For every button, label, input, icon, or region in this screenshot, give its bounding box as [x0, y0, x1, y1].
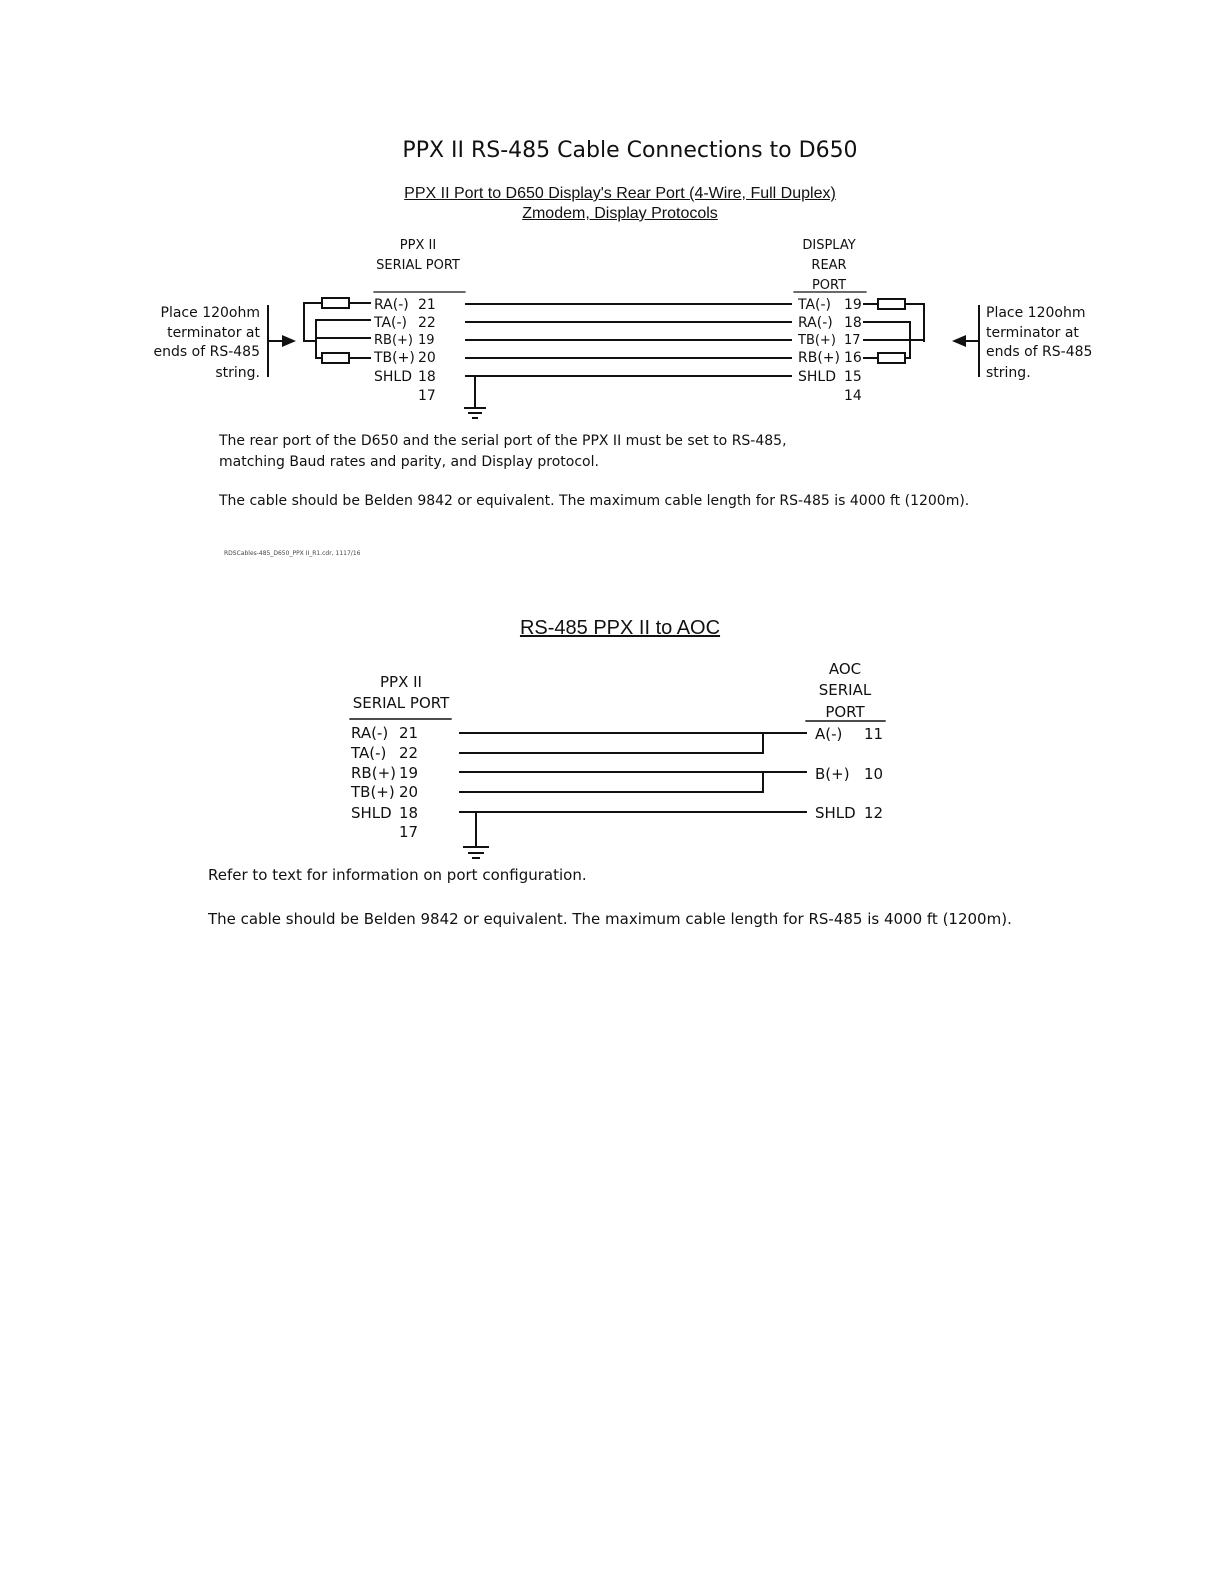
d2-left-header-1: PPX II	[380, 673, 422, 691]
arrow-left-icon	[952, 335, 966, 347]
d1-right-header-2: REAR	[811, 258, 847, 273]
d2-left-pin-number: 19	[399, 764, 419, 782]
d1-left-note-line: Place 120ohm	[160, 305, 260, 321]
d2-left-pin-number: 17	[399, 823, 419, 841]
d2-cable-note: The cable should be Belden 9842 or equivalent. The maximum cable length for RS-485 is 4000 ft (1200m).	[208, 910, 1012, 928]
diagram2-subtitle: RS-485 PPX II to AOC	[519, 617, 721, 639]
d1-right-pin-label: TB(+)	[798, 333, 836, 348]
d1-left-pin-number: 22	[418, 315, 436, 331]
page-title: PPX II RS-485 Cable Connections to D650	[402, 138, 858, 163]
d1-right-note-line: terminator at	[986, 325, 1079, 341]
d1-note-line1: The rear port of the D650 and the serial port of the PPX II must be set to RS-485,	[219, 433, 787, 449]
d1-right-pin-label: SHLD	[798, 369, 836, 385]
d1-right-note-line: Place 120ohm	[986, 305, 1086, 321]
d1-right-pin-number: 14	[844, 388, 862, 404]
d2-right-pin-number: 12	[864, 804, 884, 822]
d1-left-pin-number: 21	[418, 297, 436, 313]
d1-left-note-line: ends of RS-485	[153, 344, 260, 360]
d2-left-pin-number: 22	[399, 744, 419, 762]
d2-left-pin-label: RA(-)	[351, 724, 389, 742]
d1-right-note-line: string.	[986, 365, 1031, 381]
d2-left-pin-number: 21	[399, 724, 419, 742]
d1-right-note-line: ends of RS-485	[986, 344, 1093, 360]
d1-left-pin-number: 20	[418, 350, 436, 366]
d2-right-pin-label: B(+)	[815, 765, 850, 783]
d1-right-header-3: PORT	[811, 278, 847, 293]
d1-left-header-2: SERIAL PORT	[376, 258, 460, 273]
arrow-right-icon	[282, 335, 296, 347]
d2-right-header-3: PORT	[825, 703, 865, 721]
resistor-icon	[878, 353, 905, 363]
d2-right-header-1: AOC	[828, 660, 862, 678]
resistor-icon	[878, 299, 905, 309]
d1-left-note-line: terminator at	[167, 325, 260, 341]
d2-left-pin-label: TA(-)	[351, 744, 387, 762]
d2-right-header-2: SERIAL	[818, 681, 872, 699]
d1-left-header-1: PPX II	[399, 238, 437, 253]
d1-note-line2: matching Baud rates and parity, and Display protocol.	[219, 454, 599, 470]
d2-left-pin-number: 18	[399, 804, 419, 822]
d2-right-pin-label: SHLD	[815, 804, 856, 822]
d2-refer-note: Refer to text for information on port configuration.	[208, 866, 587, 884]
d1-right-pin-label: RB(+)	[798, 350, 840, 366]
diagram1-subtitle-line2: Zmodem, Display Protocols	[522, 205, 718, 222]
d1-left-pin-label: RB(+)	[374, 333, 413, 348]
d1-left-pin-label: SHLD	[374, 369, 412, 385]
d1-left-pin-label: TA(-)	[374, 315, 408, 331]
d2-left-header-2: SERIAL PORT	[352, 694, 450, 712]
d1-right-pin-number: 16	[844, 350, 862, 366]
resistor-icon	[322, 298, 349, 308]
d2-left-pin-label: SHLD	[351, 804, 392, 822]
d1-left-pin-label: TB(+)	[374, 350, 415, 366]
d1-right-pin-number: 18	[844, 315, 862, 331]
d1-left-pin-number: 17	[418, 388, 436, 404]
diagram1-subtitle-line1: PPX II Port to D650 Display's Rear Port (4-Wire, Full Duplex)	[404, 185, 836, 202]
d2-right-pin-number: 11	[864, 725, 884, 743]
d1-right-pin-number: 17	[844, 333, 861, 348]
d1-left-pin-label: RA(-)	[374, 297, 409, 313]
d1-right-pin-number: 15	[844, 369, 862, 385]
d1-left-pin-number: 18	[418, 369, 436, 385]
d2-left-pin-number: 20	[399, 783, 419, 801]
d2-right-pin-number: 10	[864, 765, 884, 783]
d2-left-pin-label: RB(+)	[351, 764, 396, 782]
d2-left-pin-label: TB(+)	[351, 783, 395, 801]
d1-right-pin-label: RA(-)	[798, 315, 833, 331]
d1-right-header-1: DISPLAY	[802, 238, 856, 253]
d1-right-pin-number: 19	[844, 297, 862, 313]
d2-right-pin-label: A(-)	[815, 725, 843, 743]
d1-cable-note: The cable should be Belden 9842 or equivalent. The maximum cable length for RS-485 is 4000 ft (1200m).	[219, 493, 970, 509]
resistor-icon	[322, 353, 349, 363]
d1-right-pin-label: TA(-)	[798, 297, 832, 313]
d1-left-note-line: string.	[215, 365, 260, 381]
file-reference: RDSCables-485_D650_PPX II_R1.cdr, 1117/16	[224, 550, 361, 557]
d1-left-pin-number: 19	[418, 333, 435, 348]
